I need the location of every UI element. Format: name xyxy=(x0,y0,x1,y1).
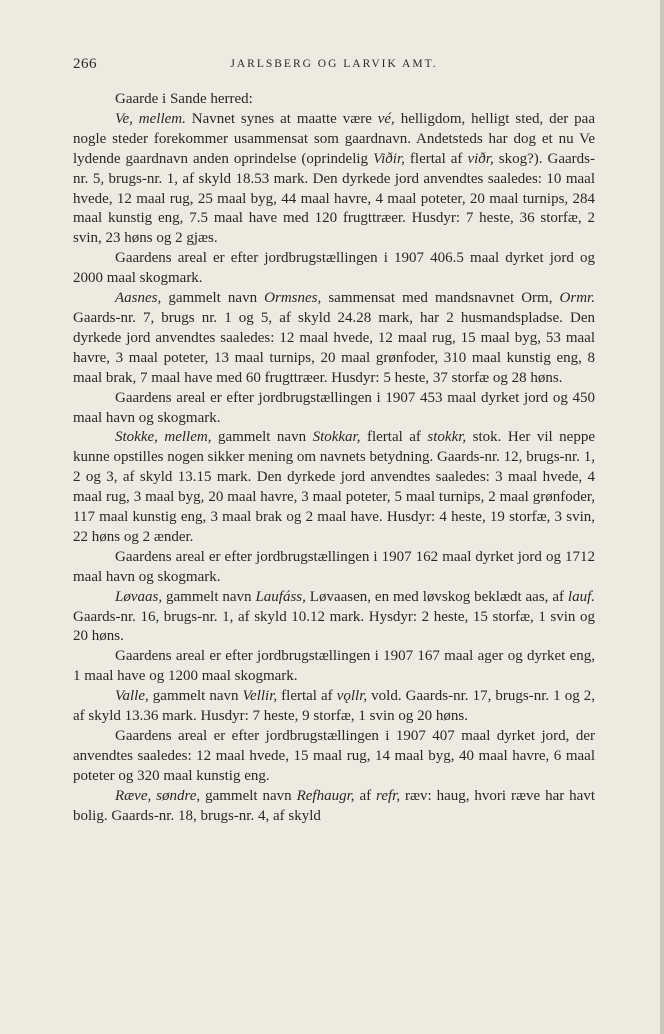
old-norse-term: Refhaugr, xyxy=(296,787,355,804)
paragraph-aasnes-area xyxy=(73,389,595,429)
paragraph-lovaas-area xyxy=(73,647,595,687)
text-run: flertal af xyxy=(404,150,468,167)
text-run: gammelt navn xyxy=(161,290,265,307)
text-run: flertal af xyxy=(360,429,428,446)
paragraph-stokke-area xyxy=(73,548,595,588)
text-run: skog?). Gaards-nr. 5, brugs-nr. 1, af skyld 18.53 mark. Den dyrkede jord anvendtes saaledes: 10 maal hvede, 12 maal rug, 25 maal byg, 44 maal havre, 4 maal poteter, 20 maal turnips, 284 maal kunstig eng, 7.5 maal have med 120 frugttræer. Husdyr: 7 heste, 36 storfæ, 2 svin, 23 høns og 2 gjæs. xyxy=(73,150,596,247)
old-norse-term: Ormsnes, xyxy=(264,290,322,307)
text-run: flertal af xyxy=(277,688,337,705)
running-title: JARLSBERG OG LARVIK AMT. xyxy=(230,58,438,70)
text-run: gammelt navn xyxy=(200,787,297,804)
old-norse-term: Laufáss, xyxy=(255,588,306,605)
paragraph-intro xyxy=(73,90,595,110)
text-run: Navnet synes at maatte være xyxy=(185,110,378,127)
farm-name: Aasnes, xyxy=(115,290,162,307)
paragraph-lovaas xyxy=(73,588,595,648)
text-run: helligdom, helligt sted, der paa nogle steder forekommer usammensat som gaardnavn. Andetsteds har dog et nu Ve lydende gaardnavn anden oprindelse (oprindelig xyxy=(73,110,595,167)
text-run: Gaards-nr. 16, brugs-nr. 1, af skyld 10.12 mark. Hysdyr: 2 heste, 15 storfæ, 1 svin og 20 høns. xyxy=(73,608,595,645)
text-run: af xyxy=(354,787,377,804)
old-norse-term: refr, xyxy=(376,787,401,804)
old-norse-term: vǫllr, xyxy=(336,688,368,705)
paragraph-valle-area xyxy=(73,727,595,787)
old-norse-term: Stokkar, xyxy=(312,429,361,446)
farm-name: Stokke, mellem, xyxy=(115,429,212,446)
text-run: Løvaasen, en med løvskog beklædt aas, af xyxy=(305,588,568,605)
old-norse-term: lauf. xyxy=(567,588,595,605)
farm-name: Valle, xyxy=(115,688,149,705)
text-run: Gaards-nr. 7, brugs nr. 1 og 5, af skyld 24.28 mark, har 2 husmandspladse. Den dyrkede jord anvendtes saaledes: 12 maal hvede, 12 maal rug, 15 maal byg, 53 maal havre, 3 maal poteter, 13 maal turnips, 20 maal grønfoder, 310 maal kunstig eng, 8 maal brak, 7 maal have med 60 frugttræer. Husdyr: 5 heste, 37 storfæ og 28 høns. xyxy=(73,309,595,386)
old-norse-term: Vellir, xyxy=(242,688,278,705)
farm-name: Ve, mellem. xyxy=(115,110,186,127)
text-run: Gaardens areal er efter jordbrugstællingen i 1907 167 maal ager og dyrket eng, 1 maal have og 1200 maal skogmark. xyxy=(73,648,595,685)
text-run: Gaardens areal er efter jordbrugstællingen i 1907 407 maal dyrket jord, der anvendtes saaledes: 12 maal hvede, 15 maal rug, 14 maal byg, 40 maal havre, 6 maal poteter og 320 maal kunstig eng. xyxy=(73,728,595,784)
paragraph-ve-area xyxy=(73,249,595,289)
text-run: gammelt navn xyxy=(211,429,313,446)
old-norse-term: Ormr. xyxy=(559,290,595,307)
page-edge xyxy=(660,0,664,1034)
text-body xyxy=(73,90,595,827)
text-run: stok. Her vil neppe kunne opstilles nogen sikker mening om navnets betydning. Gaards-nr. 12, brugs-nr. 1, 2 og 3, af skyld 13.15 mark. Den dyrkede jord anvendtes saaledes: 3 maal hvede, 4 maal rug, 3 maal byg, 20 maal havre, 3 maal poteter, 5 maal turnips, 2 maal grønfoder, 117 maal kunstig eng, 3 maal brak og 2 maal have. Husdyr: 4 heste, 19 storfæ, 3 svin, 22 høns og 2 ænder. xyxy=(73,429,595,545)
text-run: Gaardens areal er efter jordbrugstællingen i 1907 162 maal dyrket jord og 1712 maal havn og skogmark. xyxy=(73,548,595,585)
page-number: 266 xyxy=(73,56,97,72)
paragraph-valle xyxy=(73,687,595,727)
text-run: gammelt navn xyxy=(162,588,256,605)
text-run: sammensat med mandsnavnet Orm, xyxy=(321,290,560,307)
old-norse-term: viðr, xyxy=(467,150,494,167)
text-run: Gaardens areal er efter jordbrugstællingen i 1907 406.5 maal dyrket jord og 2000 maal skogmark. xyxy=(73,250,595,287)
old-norse-term: Viðir, xyxy=(373,150,405,167)
text-run: vold. Gaards-nr. 17, brugs-nr. 1 og 2, af skyld 13.36 mark. Husdyr: 7 heste, 9 storfæ, 1 svin og 20 høns. xyxy=(73,688,595,725)
paragraph-raeve xyxy=(73,787,595,827)
text-run: ræv: haug, hvori ræve har havt bolig. Gaards-nr. 18, brugs-nr. 4, af skyld xyxy=(73,787,595,824)
farm-name: Ræve, søndre, xyxy=(115,787,201,804)
text-run: gammelt navn xyxy=(148,688,243,705)
paragraph-aasnes xyxy=(73,289,595,389)
text-run: Gaarde i Sande herred: xyxy=(115,91,253,107)
old-norse-term: vé, xyxy=(377,110,395,127)
running-head xyxy=(73,56,595,78)
paragraph-ve xyxy=(73,110,595,249)
paragraph-stokke xyxy=(73,428,595,547)
farm-name: Løvaas, xyxy=(115,588,163,605)
text-run: Gaardens areal er efter jordbrugstællingen i 1907 453 maal dyrket jord og 450 maal havn og skogmark. xyxy=(73,389,595,426)
old-norse-term: stokkr, xyxy=(427,429,467,446)
